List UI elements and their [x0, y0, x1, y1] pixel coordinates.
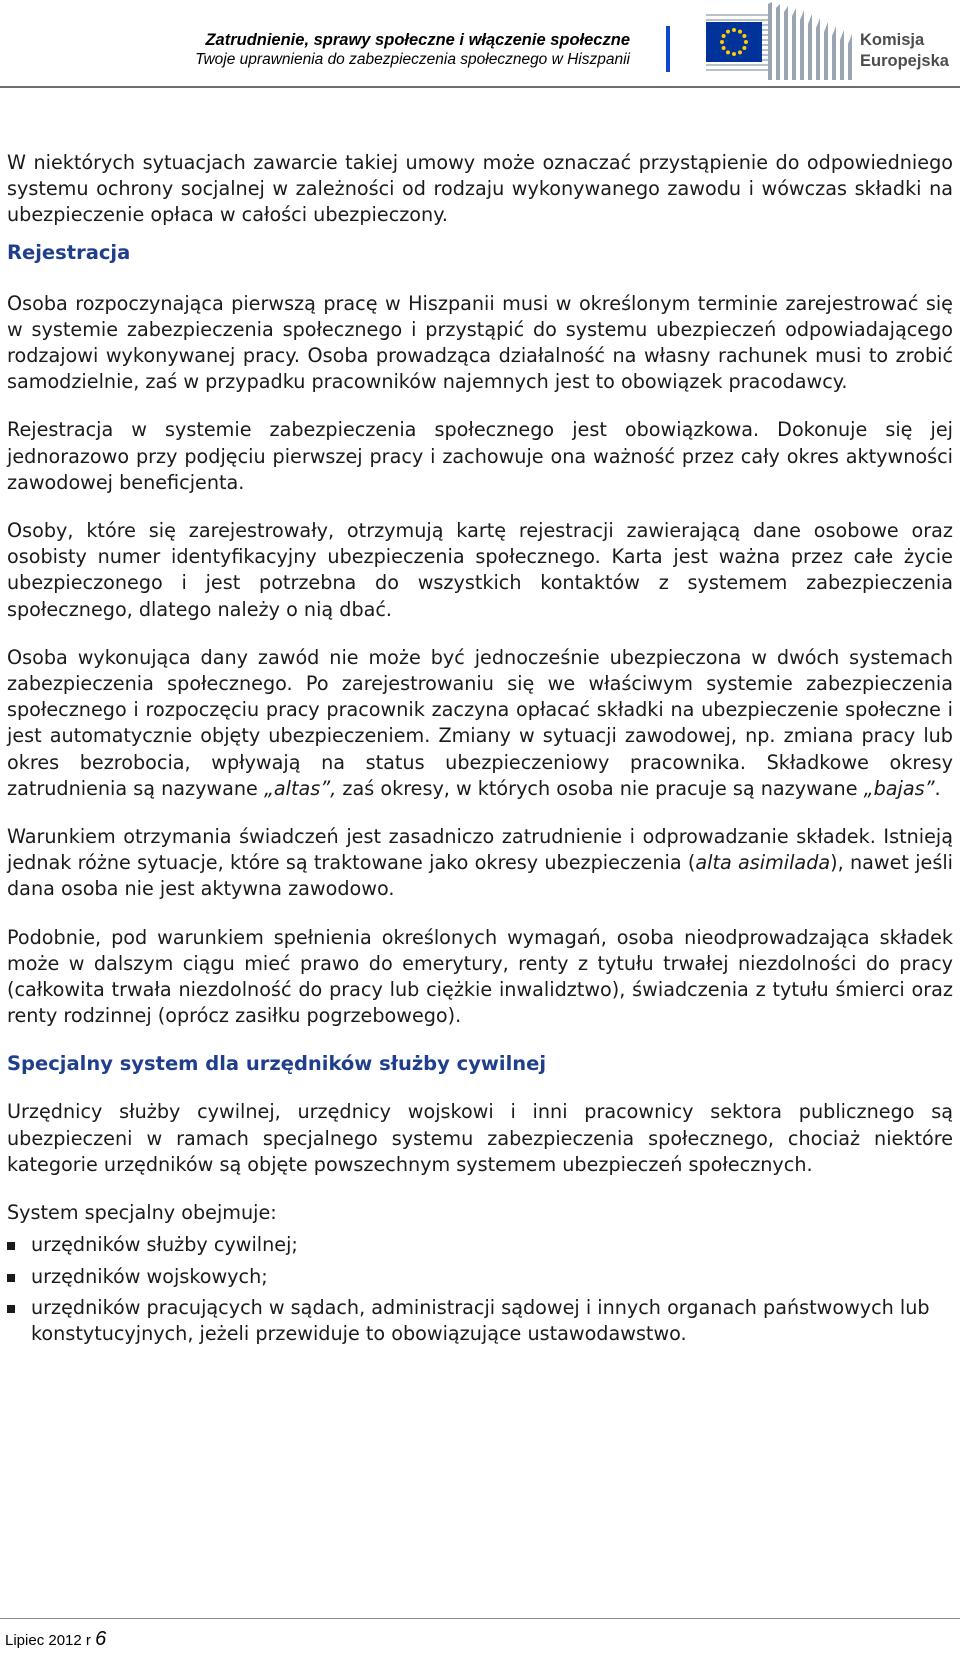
footer-date: Lipiec 2012 r [5, 1632, 91, 1649]
header-accent-bar [666, 26, 670, 72]
paragraph-text: zaś okresy, w których osoba nie pracuje są nazywane [336, 776, 864, 800]
european-commission-logo [706, 0, 960, 86]
paragraph-text: Warunkiem otrzymania świadczeń jest zasadniczo zatrudnienie i odprowadzanie składek. Istnieją jednak różne sytuacje, które są traktowane jako okresy ubezpieczenia ( [7, 825, 953, 875]
term-alta-asimilada: alta asimilada [695, 851, 831, 875]
list-item-text: urzędników służby cywilnej; [31, 1233, 298, 1257]
paragraph-text: Osoba wykonująca dany zawód nie może być jednocześnie ubezpieczona w dwóch systemach zabezpieczenia społecznego. Po zarejestrowaniu się we właściwym systemie zabezpieczenia społecznego i rozpoczęciu pracy pracownik zaczyna opłacać składki na ubezpieczenie społeczne i jest automatycznie objęty ubezpieczeniem. Zmiany w sytuacji zawodowej, np. zmiana pracy lub okres bezrobocia, wpływają na status ubezpieczeniowy pracownika. Składkowe okresy zatrudnienia są nazywane [7, 645, 953, 800]
header-divider [0, 86, 960, 88]
paragraph-registration-4 [7, 645, 953, 802]
page-number: 6 [95, 1628, 107, 1650]
header-titles [195, 30, 630, 70]
paragraph-special-1: Urzędnicy służby cywilnej, urzędnicy wojskowi i inni pracownicy sektora publicznego są ubezpieczeni w ramach specjalnego systemu zabezpieczenia społecznego, chociaż niektóre kategorie urzędników są objęte powszechnym systemem ubezpieczeń społecznych. [7, 1100, 953, 1176]
paragraph-registration-1: Osoba rozpoczynająca pierwszą pracę w Hiszpanii musi w określonym terminie zarejestrować się w systemie zabezpieczenia społecznego i przystąpić do systemu ubezpieczeń odpowiadającego rodzajowi wykonywanej pracy. Osoba prowadząca działalność na własny rachunek musi to zrobić samodzielnie, zaś w przypadku pracowników najemnych jest to obowiązek pracodawcy. [7, 291, 953, 394]
eu-flag-building-icon [706, 0, 856, 86]
paragraph-registration-2: Rejestracja w systemie zabezpieczenia społecznego jest obowiązkowa. Dokonuje się jej jednorazowo przy podjęciu pierwszej pracy i zachowuje ona ważność przez cały okres aktywności zawodowej beneficjenta. [7, 418, 953, 494]
term-altas: „altas”, [263, 776, 337, 800]
list-item [7, 1295, 953, 1347]
heading-special-system: Specjalny system dla urzędników służby cywilnej [7, 1052, 547, 1076]
paragraph-registration-5 [7, 824, 953, 903]
paragraph-special-2: System specjalny obejmuje: [7, 1201, 277, 1225]
special-system-list [7, 1232, 953, 1347]
bullet-icon [7, 1242, 15, 1250]
list-item [7, 1232, 953, 1258]
term-bajas: „bajas” [863, 776, 935, 800]
footer-divider [0, 1618, 960, 1619]
bullet-icon [7, 1274, 15, 1282]
logo-line-1: Komisja [860, 31, 925, 49]
header-subtitle: Twoje uprawnienia do zabezpieczenia społecznego w Hiszpanii [195, 51, 630, 68]
logo-line-2: Europejska [860, 52, 949, 70]
logo-text [860, 30, 949, 72]
page-header [0, 0, 960, 88]
paragraph-text: . [934, 776, 941, 800]
paragraph-registration-6: Podobnie, pod warunkiem spełnienia określonych wymagań, osoba nieodprowadzająca składek może w dalszym ciągu mieć prawo do emerytury, renty z tytułu trwałej niezdolności do pracy (całkowita trwała niezdolność do pracy lub ciężkie inwalidztwo), świadczenia z tytułu śmierci oraz renty rodzinnej (oprócz zasiłku pogrzebowego). [7, 925, 953, 1028]
document-body [7, 150, 953, 1347]
list-item-text: urzędników pracujących w sądach, administracji sądowej i innych organach państwowych lub konstytucyjnych, jeżeli przewiduje to obowiązujące ustawodawstwo. [31, 1295, 930, 1345]
paragraph-registration-3: Osoby, które się zarejestrowały, otrzymują kartę rejestracji zawierającą dane osobowe oraz osobisty numer identyfikacyjny ubezpieczenia społecznego. Karta jest ważna przez całe życie ubezpieczonego i jest potrzebna do wszystkich kontaktów z systemem zabezpieczenia społecznego, dlatego należy o nią dbać. [7, 519, 953, 621]
list-item-text: urzędników wojskowych; [31, 1264, 268, 1288]
heading-registration: Rejestracja [7, 240, 131, 264]
list-item [7, 1264, 953, 1290]
page-footer [5, 1628, 106, 1651]
bullet-icon [7, 1305, 15, 1313]
paragraph-text: ), nawet jeśli dana osoba nie jest aktywna zawodowo. [7, 851, 953, 901]
header-title: Zatrudnienie, sprawy społeczne i włączenie społeczne [205, 31, 630, 49]
paragraph-intro: W niektórych sytuacjach zawarcie takiej umowy może oznaczać przystąpienie do odpowiedniego systemu ochrony socjalnej w zależności od rodzaju wykonywanego zawodu i wówczas składki na ubezpieczenie opłaca w całości ubezpieczony. [7, 151, 953, 227]
